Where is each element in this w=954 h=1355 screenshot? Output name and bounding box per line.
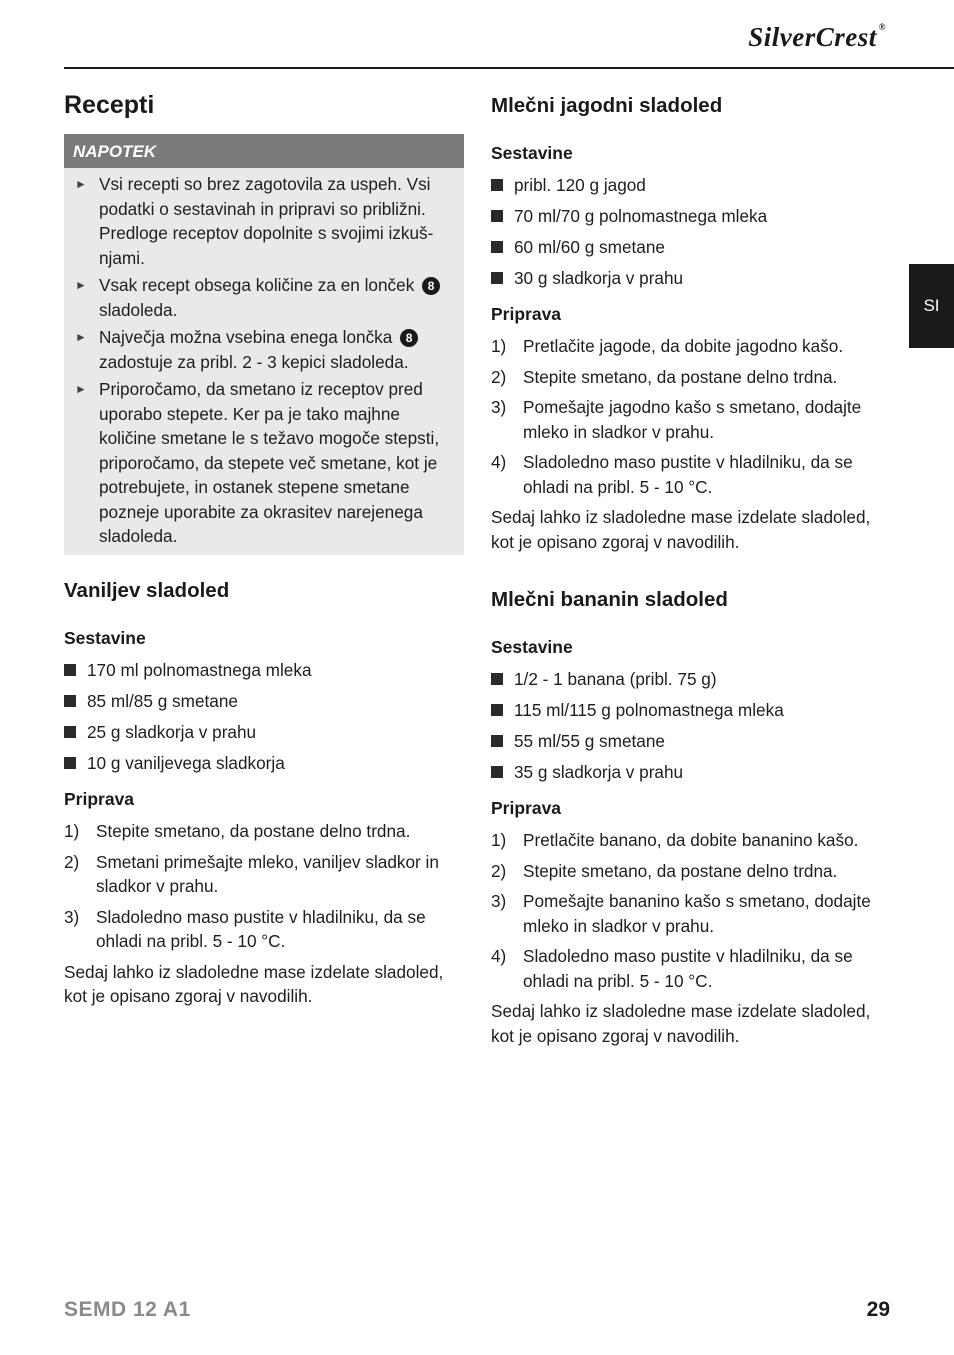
note-text: Priporočamo, da smetano iz receptov pred uporabo stepete. Ker pa je tako majhne količine smetane le s težavo mogoče stepsti, priporočamo, da stepete več smetane, kot je potrebujete, in ostanek stepene smetane pozneje uporabite za okrasitev narejenega sladoleda. (99, 379, 440, 546)
arrow-bullet-icon: ► (75, 382, 87, 396)
model-number: SEMD 12 A1 (64, 1298, 191, 1321)
square-bullet-icon (491, 704, 503, 716)
step-text: Pomešajte jagodno kašo s smetano, dodajte mleko in sladkor v prahu. (523, 397, 862, 442)
ingredient-text: 1/2 - 1 banana (pribl. 75 g) (514, 669, 717, 689)
recipe-title: Mlečni jagodni sladoled (491, 94, 723, 117)
step-item (491, 828, 891, 853)
arrow-bullet-icon: ► (75, 278, 87, 292)
part-number-badge: 8 (400, 329, 418, 347)
ingredient-text: 25 g sladkorja v prahu (87, 722, 257, 742)
ingredient-item (491, 235, 891, 259)
step-text: Sladoledno maso pustite v hladilniku, da se ohladi na pribl. 5 - 10 °C. (96, 906, 426, 951)
step-text: Pretlačite jagode, da dobite jagodno kašo. (523, 336, 844, 356)
step-item (491, 450, 891, 499)
step-item (64, 850, 464, 899)
step-item (491, 944, 891, 993)
square-bullet-icon (64, 726, 76, 738)
ingredient-text: 70 ml/70 g polnomastnega mleka (514, 206, 768, 226)
steps-heading: Priprava (491, 304, 562, 324)
header-rule (64, 67, 954, 69)
ingredient-item (491, 698, 891, 722)
closing-text: Sedaj lahko iz sladoledne mase izdelate sladoled, kot je opisano zgoraj v navodilih. (64, 961, 444, 1006)
square-bullet-icon (491, 735, 503, 747)
step-text: Stepite smetano, da postane delno trdna. (523, 860, 838, 881)
part-number-badge: 8 (422, 277, 440, 295)
ingredient-item (64, 751, 464, 775)
ingredient-text: 85 ml/85 g smetane (87, 691, 238, 711)
step-number: 2) (64, 851, 80, 872)
ingredient-text: 35 g sladkorja v prahu (514, 762, 684, 782)
step-number: 2) (491, 860, 507, 881)
square-bullet-icon (491, 179, 503, 191)
step-text: Pomešajte bananino kašo s smetano, dodajte mleko in sladkor v prahu. (523, 891, 871, 936)
arrow-bullet-icon: ► (75, 330, 87, 344)
step-text: Stepite smetano, da postane delno trdna. (523, 366, 838, 387)
step-number: 4) (491, 452, 507, 472)
ingredient-item (491, 729, 891, 753)
ingredients-heading: Sestavine (491, 637, 573, 657)
step-number: 2) (491, 366, 507, 387)
ingredient-list (64, 658, 464, 775)
square-bullet-icon (64, 664, 76, 676)
step-item (64, 819, 464, 844)
ingredient-item (491, 760, 891, 784)
step-list (491, 828, 891, 993)
note-list (64, 168, 464, 549)
note-text: zadostuje za pribl. 2 - 3 kepici sladoleda. (99, 351, 409, 372)
ingredient-text: 55 ml/55 g smetane (514, 731, 665, 751)
step-number: 1) (491, 830, 507, 850)
arrow-bullet-icon: ► (75, 177, 87, 191)
ingredient-list (491, 173, 891, 290)
square-bullet-icon (491, 241, 503, 253)
note-item (64, 325, 454, 374)
steps-heading: Priprava (64, 789, 135, 809)
step-item (491, 365, 891, 390)
note-text: Vsi recepti so brez zagotovila za uspeh. Vsi podatki o sestavinah in pripravi so približni. Predloge receptov dopolnite s svojimi izkušnjami. (99, 174, 434, 268)
square-bullet-icon (64, 695, 76, 707)
brand-logo-text: SilverCrest (748, 22, 877, 52)
step-text: Stepite smetano, da postane delno trdna. (96, 821, 411, 841)
square-bullet-icon (491, 673, 503, 685)
step-text: Smetani primešajte mleko, vaniljev sladkor in sladkor v prahu. (96, 851, 439, 896)
closing-text: Sedaj lahko iz sladoledne mase izdelate sladoled, kot je opisano zgoraj v navodilih. (491, 507, 871, 552)
recipe-vanilla (64, 578, 464, 1009)
ingredient-item (491, 204, 891, 228)
closing-text: Sedaj lahko iz sladoledne mase izdelate sladoled, kot je opisano zgoraj v navodilih. (491, 1001, 871, 1046)
ingredient-text: 30 g sladkorja v prahu (514, 268, 684, 288)
ingredient-item (64, 689, 464, 713)
step-list (491, 334, 891, 499)
steps-heading: Priprava (491, 798, 562, 818)
page-title: Recepti (64, 91, 155, 119)
step-number: 1) (491, 336, 507, 356)
ingredient-item (64, 720, 464, 744)
step-item (491, 859, 891, 884)
step-item (491, 889, 891, 938)
ingredients-heading: Sestavine (64, 628, 146, 648)
step-item (491, 395, 891, 444)
ingredient-text: 60 ml/60 g smetane (514, 237, 665, 257)
note-text: Največja možna vsebina enega lončka (99, 327, 393, 347)
page-number: 29 (866, 1298, 890, 1321)
language-tab: SI (909, 264, 954, 348)
note-heading: NAPOTEK (64, 134, 464, 168)
recipe-title: Mlečni bananin sladoled (491, 588, 728, 611)
step-number: 3) (64, 906, 80, 927)
note-box (64, 134, 464, 555)
step-text: Pretlačite banano, da dobite bananino kašo. (523, 830, 859, 850)
step-list (64, 819, 464, 954)
note-text: sladoleda. (99, 299, 178, 320)
step-item (64, 905, 464, 954)
step-number: 3) (491, 891, 507, 911)
ingredient-item (64, 658, 464, 682)
ingredient-list (491, 667, 891, 784)
brand-logo (748, 22, 886, 53)
square-bullet-icon (491, 766, 503, 778)
step-number: 3) (491, 397, 507, 417)
note-item (64, 377, 454, 549)
step-item (491, 334, 891, 359)
ingredient-text: 170 ml polnomastnega mleka (87, 660, 312, 680)
step-text: Sladoledno maso pustite v hladilniku, da se ohladi na pribl. 5 - 10 °C. (523, 946, 853, 991)
step-number: 1) (64, 821, 80, 841)
square-bullet-icon (491, 272, 503, 284)
note-item (64, 273, 454, 322)
step-text: Sladoledno maso pustite v hladilniku, da se ohladi na pribl. 5 - 10 °C. (523, 452, 853, 497)
note-text: Vsak recept obsega količine za en lonček (99, 275, 415, 295)
note-item (64, 172, 454, 270)
ingredient-text: 115 ml/115 g polnomastnega mleka (514, 700, 784, 720)
ingredient-item (491, 173, 891, 197)
ingredient-item (491, 266, 891, 290)
recipe-title: Vaniljev sladoled (64, 579, 230, 602)
recipe-banana (491, 587, 891, 1048)
ingredient-text: pribl. 120 g jagod (514, 175, 646, 195)
ingredient-item (491, 667, 891, 691)
ingredients-heading: Sestavine (491, 143, 573, 163)
ingredient-text: 10 g vaniljevega sladkorja (87, 753, 285, 773)
square-bullet-icon (64, 757, 76, 769)
registered-mark: ® (878, 22, 886, 32)
step-number: 4) (491, 946, 507, 966)
recipe-strawberry (491, 93, 891, 554)
square-bullet-icon (491, 210, 503, 222)
